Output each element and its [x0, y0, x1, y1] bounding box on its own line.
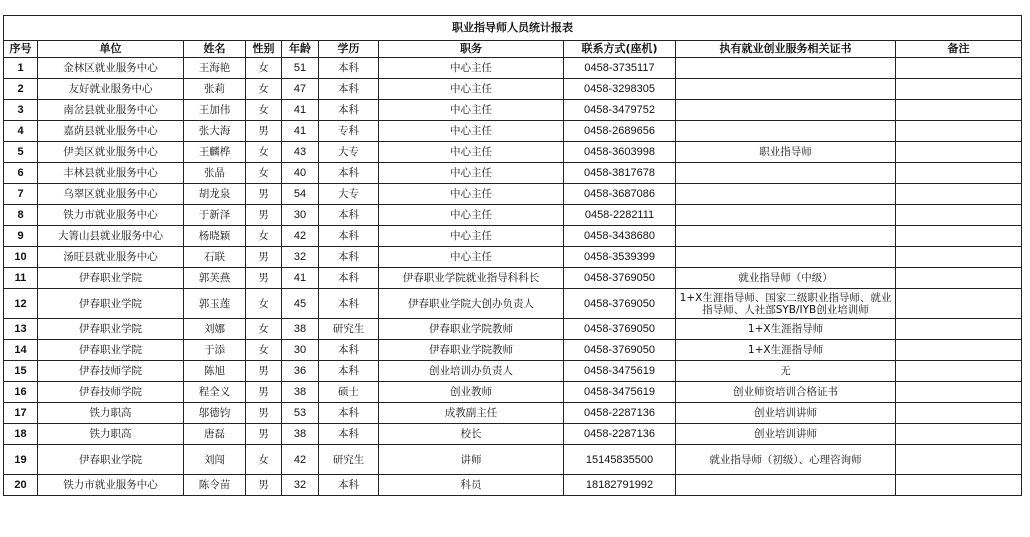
cell-education: 大专	[319, 184, 379, 205]
cell-name: 邬德钧	[184, 403, 246, 424]
cell-certificates	[676, 226, 896, 247]
cell-education: 本科	[319, 289, 379, 319]
cell-name: 陈旭	[184, 361, 246, 382]
cell-unit: 汤旺县就业服务中心	[38, 247, 184, 268]
cell-unit: 伊春技师学院	[38, 382, 184, 403]
table-row	[4, 289, 1022, 319]
cell-position: 中心主任	[379, 142, 564, 163]
cell-index: 12	[4, 289, 38, 319]
cell-certificates: 就业指导师（中级）	[676, 268, 896, 289]
cell-index: 6	[4, 163, 38, 184]
cell-gender: 女	[246, 226, 282, 247]
cell-name: 刘闯	[184, 445, 246, 475]
cell-education: 本科	[319, 58, 379, 79]
cell-gender: 男	[246, 268, 282, 289]
table-row	[4, 226, 1022, 247]
cell-age: 42	[282, 445, 319, 475]
cell-remarks	[896, 58, 1022, 79]
cell-index: 18	[4, 424, 38, 445]
cell-position: 中心主任	[379, 58, 564, 79]
cell-certificates: 创业培训讲师	[676, 403, 896, 424]
cell-remarks	[896, 205, 1022, 226]
header-certificates: 执有就业创业服务相关证书	[676, 41, 896, 58]
cell-certificates	[676, 184, 896, 205]
cell-name: 于添	[184, 340, 246, 361]
header-phone: 联系方式(座机)	[564, 41, 676, 58]
cell-gender: 男	[246, 184, 282, 205]
table-row	[4, 58, 1022, 79]
cell-gender: 男	[246, 424, 282, 445]
cell-gender: 女	[246, 100, 282, 121]
cell-index: 19	[4, 445, 38, 475]
cell-position: 伊春职业学院大创办负责人	[379, 289, 564, 319]
cell-index: 4	[4, 121, 38, 142]
cell-position: 中心主任	[379, 226, 564, 247]
cell-unit: 铁力市就业服务中心	[38, 475, 184, 496]
cell-certificates: 创业培训讲师	[676, 424, 896, 445]
table-row	[4, 184, 1022, 205]
cell-name: 郭芙燕	[184, 268, 246, 289]
cell-phone: 0458-2287136	[564, 424, 676, 445]
cell-unit: 铁力职高	[38, 403, 184, 424]
cell-education: 研究生	[319, 319, 379, 340]
cell-age: 51	[282, 58, 319, 79]
table-row	[4, 340, 1022, 361]
table-row	[4, 121, 1022, 142]
cell-phone: 0458-3479752	[564, 100, 676, 121]
cell-position: 校长	[379, 424, 564, 445]
cell-index: 20	[4, 475, 38, 496]
cell-certificates: 1+X生涯指导师	[676, 340, 896, 361]
cell-education: 本科	[319, 79, 379, 100]
table-row	[4, 475, 1022, 496]
table-row	[4, 142, 1022, 163]
cell-position: 创业教师	[379, 382, 564, 403]
cell-phone: 15145835500	[564, 445, 676, 475]
cell-position: 中心主任	[379, 100, 564, 121]
cell-position: 科员	[379, 475, 564, 496]
cell-phone: 0458-3475619	[564, 382, 676, 403]
cell-name: 石联	[184, 247, 246, 268]
cell-age: 30	[282, 340, 319, 361]
cell-gender: 女	[246, 319, 282, 340]
cell-remarks	[896, 79, 1022, 100]
cell-age: 38	[282, 424, 319, 445]
cell-unit: 大箐山县就业服务中心	[38, 226, 184, 247]
cell-unit: 友好就业服务中心	[38, 79, 184, 100]
cell-remarks	[896, 289, 1022, 319]
table-row	[4, 163, 1022, 184]
cell-education: 本科	[319, 361, 379, 382]
cell-phone: 0458-3438680	[564, 226, 676, 247]
table-row	[4, 268, 1022, 289]
cell-age: 36	[282, 361, 319, 382]
cell-certificates	[676, 163, 896, 184]
cell-remarks	[896, 475, 1022, 496]
cell-name: 刘娜	[184, 319, 246, 340]
cell-age: 54	[282, 184, 319, 205]
cell-age: 32	[282, 247, 319, 268]
cell-education: 本科	[319, 424, 379, 445]
cell-unit: 伊春职业学院	[38, 445, 184, 475]
cell-age: 40	[282, 163, 319, 184]
cell-age: 41	[282, 121, 319, 142]
cell-gender: 男	[246, 382, 282, 403]
cell-gender: 男	[246, 121, 282, 142]
cell-remarks	[896, 142, 1022, 163]
cell-gender: 男	[246, 475, 282, 496]
cell-index: 8	[4, 205, 38, 226]
cell-phone: 0458-3603998	[564, 142, 676, 163]
cell-gender: 女	[246, 445, 282, 475]
cell-phone: 0458-3769050	[564, 268, 676, 289]
cell-index: 13	[4, 319, 38, 340]
cell-certificates: 1+X生涯指导师	[676, 319, 896, 340]
cell-phone: 0458-3817678	[564, 163, 676, 184]
cell-age: 53	[282, 403, 319, 424]
cell-gender: 女	[246, 142, 282, 163]
cell-education: 硕士	[319, 382, 379, 403]
cell-education: 本科	[319, 268, 379, 289]
header-gender: 性别	[246, 41, 282, 58]
column-header-row	[4, 41, 1022, 58]
cell-certificates	[676, 475, 896, 496]
cell-name: 张晶	[184, 163, 246, 184]
cell-age: 38	[282, 382, 319, 403]
cell-position: 中心主任	[379, 163, 564, 184]
staff-statistics-table	[3, 15, 1022, 496]
cell-remarks	[896, 382, 1022, 403]
cell-index: 3	[4, 100, 38, 121]
cell-name: 程全义	[184, 382, 246, 403]
cell-unit: 伊春职业学院	[38, 289, 184, 319]
cell-position: 伊春职业学院就业指导科科长	[379, 268, 564, 289]
cell-remarks	[896, 247, 1022, 268]
cell-phone: 18182791992	[564, 475, 676, 496]
table-row	[4, 79, 1022, 100]
cell-age: 43	[282, 142, 319, 163]
cell-index: 2	[4, 79, 38, 100]
table-row	[4, 319, 1022, 340]
cell-gender: 男	[246, 403, 282, 424]
cell-education: 本科	[319, 100, 379, 121]
table-row	[4, 424, 1022, 445]
cell-age: 38	[282, 319, 319, 340]
cell-phone: 0458-3687086	[564, 184, 676, 205]
table-row	[4, 247, 1022, 268]
table-row	[4, 445, 1022, 475]
cell-position: 中心主任	[379, 184, 564, 205]
cell-unit: 伊春技师学院	[38, 361, 184, 382]
cell-phone: 0458-2287136	[564, 403, 676, 424]
cell-remarks	[896, 184, 1022, 205]
cell-name: 张大海	[184, 121, 246, 142]
cell-remarks	[896, 445, 1022, 475]
cell-index: 9	[4, 226, 38, 247]
cell-gender: 男	[246, 205, 282, 226]
cell-certificates	[676, 121, 896, 142]
header-name: 姓名	[184, 41, 246, 58]
cell-name: 于新泽	[184, 205, 246, 226]
cell-unit: 乌翠区就业服务中心	[38, 184, 184, 205]
cell-position: 中心主任	[379, 247, 564, 268]
cell-age: 32	[282, 475, 319, 496]
table-body	[4, 58, 1022, 496]
cell-certificates	[676, 100, 896, 121]
cell-unit: 伊美区就业服务中心	[38, 142, 184, 163]
cell-name: 陈令苗	[184, 475, 246, 496]
cell-position: 成教副主任	[379, 403, 564, 424]
cell-phone: 0458-3769050	[564, 289, 676, 319]
header-index: 序号	[4, 41, 38, 58]
cell-index: 16	[4, 382, 38, 403]
cell-remarks	[896, 424, 1022, 445]
cell-phone: 0458-3735117	[564, 58, 676, 79]
cell-name: 王加伟	[184, 100, 246, 121]
cell-education: 本科	[319, 340, 379, 361]
cell-education: 本科	[319, 475, 379, 496]
cell-gender: 女	[246, 79, 282, 100]
cell-certificates: 无	[676, 361, 896, 382]
header-age: 年龄	[282, 41, 319, 58]
cell-index: 7	[4, 184, 38, 205]
cell-education: 本科	[319, 226, 379, 247]
cell-unit: 丰林县就业服务中心	[38, 163, 184, 184]
cell-name: 郭玉莲	[184, 289, 246, 319]
header-education: 学历	[319, 41, 379, 58]
table-row	[4, 205, 1022, 226]
cell-certificates	[676, 247, 896, 268]
cell-name: 王海艳	[184, 58, 246, 79]
header-unit: 单位	[38, 41, 184, 58]
cell-gender: 女	[246, 289, 282, 319]
cell-index: 5	[4, 142, 38, 163]
cell-remarks	[896, 226, 1022, 247]
cell-gender: 女	[246, 340, 282, 361]
cell-phone: 0458-2282111	[564, 205, 676, 226]
cell-name: 张莉	[184, 79, 246, 100]
cell-unit: 嘉荫县就业服务中心	[38, 121, 184, 142]
cell-unit: 伊春职业学院	[38, 340, 184, 361]
cell-index: 11	[4, 268, 38, 289]
cell-unit: 伊春职业学院	[38, 268, 184, 289]
cell-index: 10	[4, 247, 38, 268]
cell-phone: 0458-3769050	[564, 340, 676, 361]
cell-gender: 男	[246, 247, 282, 268]
header-remarks: 备注	[896, 41, 1022, 58]
cell-education: 本科	[319, 403, 379, 424]
cell-remarks	[896, 100, 1022, 121]
cell-index: 14	[4, 340, 38, 361]
cell-gender: 男	[246, 361, 282, 382]
cell-unit: 南岔县就业服务中心	[38, 100, 184, 121]
report-sheet	[3, 15, 1022, 496]
cell-gender: 女	[246, 163, 282, 184]
cell-name: 杨晓颖	[184, 226, 246, 247]
cell-certificates: 职业指导师	[676, 142, 896, 163]
cell-position: 伊春职业学院教师	[379, 319, 564, 340]
cell-certificates	[676, 79, 896, 100]
cell-certificates	[676, 58, 896, 79]
report-title: 职业指导师人员统计报表	[4, 16, 1022, 41]
cell-phone: 0458-3769050	[564, 319, 676, 340]
cell-unit: 铁力职高	[38, 424, 184, 445]
cell-certificates: 1+X生涯指导师、国家二级职业指导师、就业指导师、人社部SYB/IYB创业培训师	[676, 289, 896, 319]
cell-name: 王麟桦	[184, 142, 246, 163]
cell-position: 伊春职业学院教师	[379, 340, 564, 361]
cell-certificates: 创业师资培训合格证书	[676, 382, 896, 403]
cell-index: 17	[4, 403, 38, 424]
cell-age: 47	[282, 79, 319, 100]
header-position: 职务	[379, 41, 564, 58]
cell-remarks	[896, 319, 1022, 340]
cell-remarks	[896, 340, 1022, 361]
cell-position: 创业培训办负责人	[379, 361, 564, 382]
cell-remarks	[896, 268, 1022, 289]
cell-unit: 铁力市就业服务中心	[38, 205, 184, 226]
cell-position: 中心主任	[379, 205, 564, 226]
cell-index: 1	[4, 58, 38, 79]
cell-position: 中心主任	[379, 79, 564, 100]
cell-index: 15	[4, 361, 38, 382]
cell-phone: 0458-3539399	[564, 247, 676, 268]
table-row	[4, 403, 1022, 424]
cell-remarks	[896, 361, 1022, 382]
table-row	[4, 382, 1022, 403]
cell-education: 本科	[319, 163, 379, 184]
cell-age: 30	[282, 205, 319, 226]
cell-name: 唐磊	[184, 424, 246, 445]
cell-certificates: 就业指导师（初级）、心理咨询师	[676, 445, 896, 475]
cell-phone: 0458-3298305	[564, 79, 676, 100]
cell-remarks	[896, 121, 1022, 142]
cell-education: 本科	[319, 247, 379, 268]
cell-education: 研究生	[319, 445, 379, 475]
cell-remarks	[896, 163, 1022, 184]
cell-unit: 伊春职业学院	[38, 319, 184, 340]
cell-education: 专科	[319, 121, 379, 142]
cell-certificates	[676, 205, 896, 226]
cell-education: 大专	[319, 142, 379, 163]
cell-gender: 女	[246, 58, 282, 79]
cell-position: 中心主任	[379, 121, 564, 142]
table-row	[4, 361, 1022, 382]
cell-position: 讲师	[379, 445, 564, 475]
cell-age: 42	[282, 226, 319, 247]
cell-unit: 金林区就业服务中心	[38, 58, 184, 79]
cell-age: 45	[282, 289, 319, 319]
cell-age: 41	[282, 268, 319, 289]
cell-phone: 0458-3475619	[564, 361, 676, 382]
cell-name: 胡龙泉	[184, 184, 246, 205]
table-row	[4, 100, 1022, 121]
cell-remarks	[896, 403, 1022, 424]
cell-age: 41	[282, 100, 319, 121]
cell-phone: 0458-2689656	[564, 121, 676, 142]
cell-education: 本科	[319, 205, 379, 226]
